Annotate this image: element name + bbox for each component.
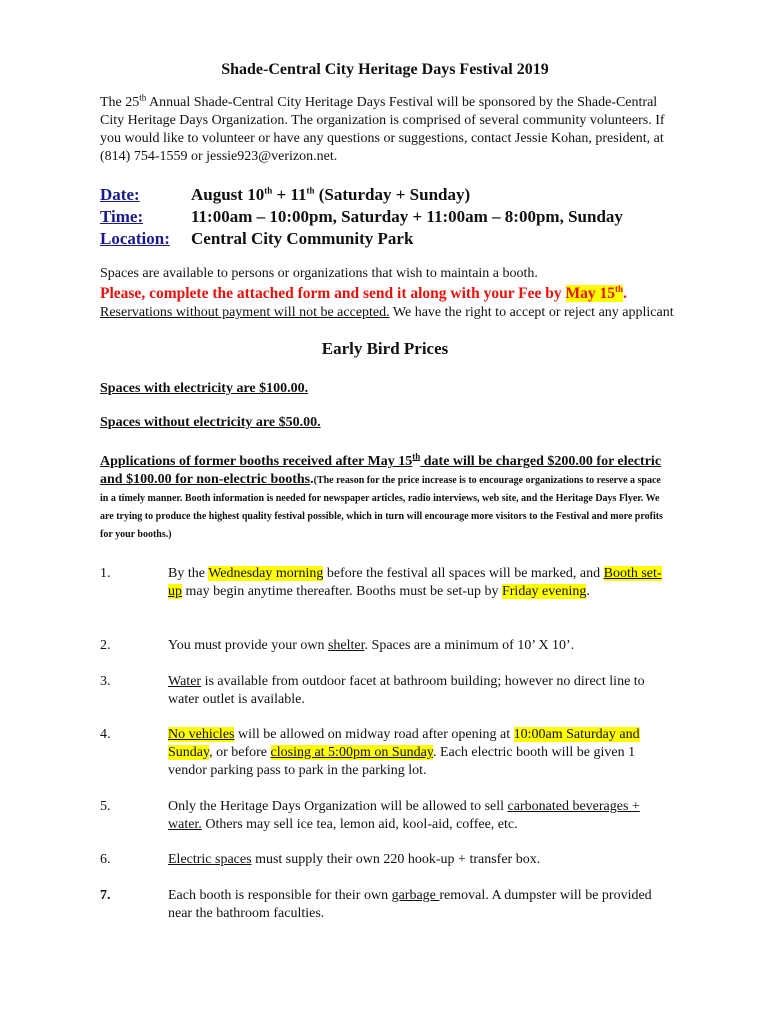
reservations-text: Reservations without payment will not be accepted. We have the right to accept or reject any applicant bbox=[100, 305, 674, 320]
early-bird-heading: Early Bird Prices bbox=[321, 339, 449, 358]
list-item: 5. Only the Heritage Days Organization will be allowed to sell carbonated beverages + water. Others may sell ice tea, lemon aid, kool-aid, coffee, etc. bbox=[100, 799, 640, 832]
deadline-highlight: May 15th bbox=[565, 283, 624, 302]
location-row bbox=[100, 228, 623, 250]
page-title: Shade-Central City Heritage Days Festival 2019 bbox=[221, 61, 549, 78]
list-item: 7. Each booth is responsible for their own garbage removal. A dumpster will be provided near the bathroom faculties. bbox=[100, 888, 652, 921]
time-row bbox=[100, 206, 623, 228]
list-item: 2. You must provide your own shelter. Spaces are a minimum of 10’ X 10’. bbox=[100, 638, 575, 653]
late-fee-paragraph: Applications of former booths received after May 15th date will be charged $200.00 for electric and $100.00 for non-electric booths.(The reason for the price increase is to encourage organizations to reserve a space in a timely manner. Booth information is needed for newspaper articles, radio interviews, web site, and the Heritage Days Flyer. We are trying to produce the highest quality festival possible, which in turn will encourage more visitors to the Festival and more profits for your booths.) bbox=[100, 451, 663, 540]
list-item: 3. Water is available from outdoor facet at bathroom building; however no direct line to water outlet is available. bbox=[100, 674, 645, 707]
date-label: Date: bbox=[100, 185, 140, 204]
location-label: Location: bbox=[100, 229, 170, 248]
event-info bbox=[100, 184, 623, 250]
time-label: Time: bbox=[100, 207, 144, 226]
time-value: 11:00am – 10:00pm, Saturday + 11:00am – 8:00pm, Sunday bbox=[191, 207, 623, 226]
intro-sup: th bbox=[139, 92, 147, 103]
price-electric: Spaces with electricity are $100.00. bbox=[100, 381, 309, 396]
list-item: 1. By the Wednesday morning before the festival all spaces will be marked, and Booth set-up may begin anytime thereafter. Booths must be set-up by Friday evening. bbox=[100, 566, 662, 599]
list-item: 4. No vehicles will be allowed on midway road after opening at 10:00am Saturday and Sunday, or before closing at 5:00pm on Sunday. Each electric booth will be given 1 vendor parking pass to park in the parking lot. bbox=[100, 727, 640, 778]
intro-text: Annual Shade-Central City Heritage Days Festival will be sponsored by the Shade-Central City Heritage Days Organization. The organization is comprised of several community volunteers. If you would like to volunteer or have any questions or suggestions, contact Jessie Kohan, president, at (814) 754-1559 or jessie923@verizon.net. bbox=[100, 95, 665, 164]
late-fee-note: (The reason for the price increase is to encourage organizations to reserve a space in a timely manner. Booth information is needed for newspaper articles, radio interviews, web site, and the Heritage Days Flyer. We are trying to produce the highest quality festival possible, which in turn will encourage more visitors to the Festival and more profits for your booths.) bbox=[100, 475, 663, 540]
spaces-text: Spaces are available to persons or organizations that wish to maintain a booth. bbox=[100, 266, 538, 281]
intro-pre: The 25 bbox=[100, 95, 140, 110]
location-value: Central City Community Park bbox=[191, 229, 414, 248]
price-no-electric: Spaces without electricity are $50.00. bbox=[100, 415, 321, 430]
please-notice: Please, complete the attached form and send it along with your Fee by May 15th. bbox=[100, 283, 627, 302]
date-value: August 10th + 11th (Saturday + Sunday) bbox=[191, 185, 471, 204]
date-row bbox=[100, 184, 623, 206]
list-item: 6. Electric spaces must supply their own 220 hook-up + transfer box. bbox=[100, 852, 541, 867]
intro-paragraph bbox=[100, 94, 670, 166]
